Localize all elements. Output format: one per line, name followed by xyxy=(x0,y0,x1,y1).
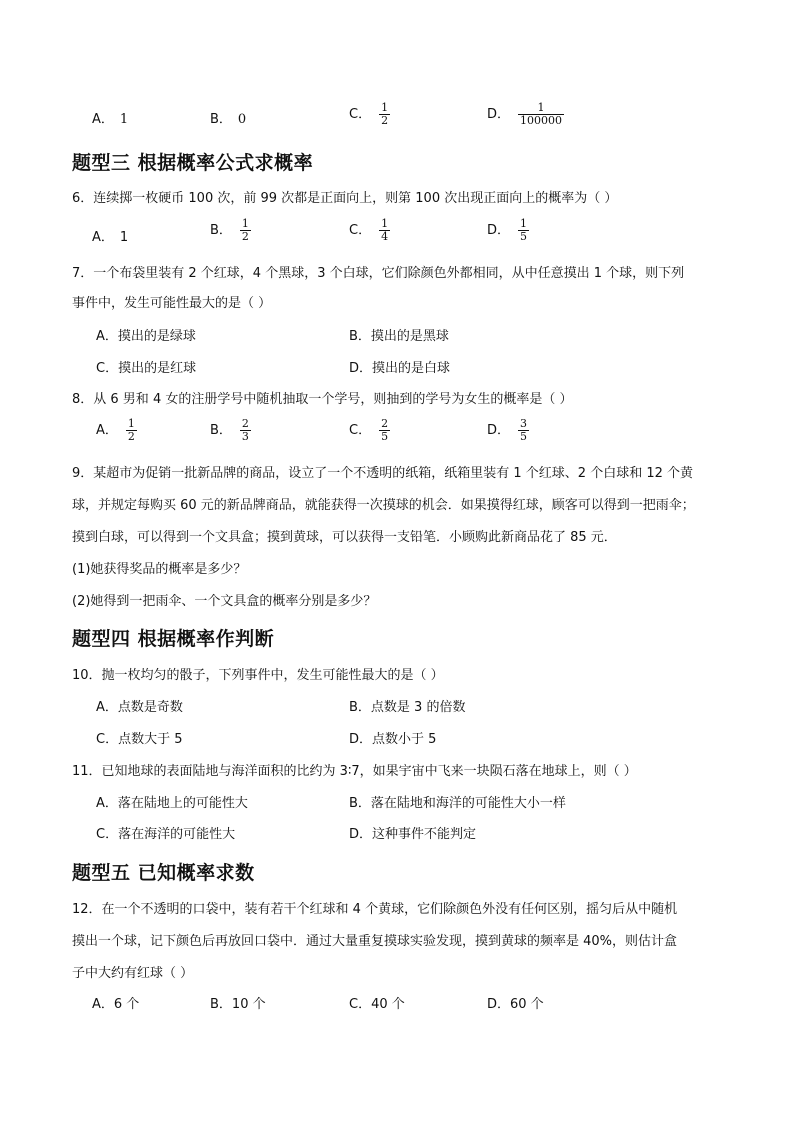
fraction: $\frac{1}{2}$ xyxy=(127,417,135,443)
q10-option-b: B．点数是 3 的倍数 xyxy=(349,700,466,715)
q6-option-b: B． $\frac{1}{2}$ xyxy=(210,217,249,243)
question-9-sub-1: (1)她获得奖品的概率是多少？ xyxy=(72,562,247,577)
question-11: 11．已知地球的表面陆地与海洋面积的比约为 3∶7，如果宇宙中飞来一块陨石落在地球上，则（ ） xyxy=(72,764,637,779)
q7-option-d: D．摸出的是白球 xyxy=(349,361,451,376)
question-8: 8．从 6 男和 4 女的注册学号中随机抽取一个学号，则抽到的学号为女生的概率是（ ） xyxy=(72,392,573,407)
fraction: $\frac{1}{2}$ xyxy=(241,217,249,243)
section-heading-3: 题型三 根据概率公式求概率 xyxy=(72,152,314,174)
question-9-line-3: 摸到白球，可以得到一个文具盒；摸到黄球，可以获得一支铅笔．小顾购此新商品花了 85 元． xyxy=(72,530,617,545)
question-12-line-2: 摸出一个球，记下颜色后再放回口袋中．通过大量重复摸球实验发现，摸到黄球的频率是 40%，则估计盒 xyxy=(72,934,678,949)
question-10: 10．抛一枚均匀的骰子，下列事件中，发生可能性最大的是（ ） xyxy=(72,668,444,683)
top-option-a: A． 1 xyxy=(92,112,129,127)
q8-option-a: A． $\frac{1}{2}$ xyxy=(96,417,135,443)
q10-option-c: C．点数大于 5 xyxy=(96,732,183,747)
q11-option-b: B．落在陆地和海洋的可能性大小一样 xyxy=(349,796,566,811)
section-heading-4: 题型四 根据概率作判断 xyxy=(72,628,275,650)
q11-option-d: D．这种事件不能判定 xyxy=(349,827,477,842)
q12-option-a: A．6 个 xyxy=(92,997,140,1012)
q6-option-a: A． 1 xyxy=(92,230,129,245)
top-option-b: B． 0 xyxy=(210,112,247,127)
question-7-line-2: 事件中，发生可能性最大的是（ ） xyxy=(72,296,272,311)
question-12-line-1: 12．在一个不透明的口袋中，装有若干个红球和 4 个黄球，它们除颜色外没有任何区别，摇匀后从中随机 xyxy=(72,902,678,917)
q6-option-d: D． $\frac{1}{5}$ xyxy=(487,217,528,243)
q12-option-b: B．10 个 xyxy=(210,997,266,1012)
question-9-line-2: 球，并规定每购买 60 元的新品牌商品，就能获得一次摸球的机会．如果摸得红球，顾客可以得到一把雨伞； xyxy=(72,498,695,513)
q8-option-d: D． $\frac{3}{5}$ xyxy=(487,417,528,443)
fraction: $\frac{2}{3}$ xyxy=(241,417,249,443)
question-6: 6．连续掷一枚硬币 100 次，前 99 次都是正面向上，则第 100 次出现正面向上的概率为（ ） xyxy=(72,191,618,206)
fraction: $\frac{3}{5}$ xyxy=(520,417,528,443)
fraction: $\frac{1}{2}$ xyxy=(381,101,389,127)
fraction: $\frac{2}{5}$ xyxy=(381,417,389,443)
q12-option-c: C．40 个 xyxy=(349,997,405,1012)
q8-option-b: B． $\frac{2}{3}$ xyxy=(210,417,249,443)
question-9-line-1: 9．某超市为促销一批新品牌的商品，设立了一个不透明的纸箱，纸箱里装有 1 个红球、2 个白球和 12 个黄 xyxy=(72,466,694,481)
q11-option-c: C．落在海洋的可能性大 xyxy=(96,827,236,842)
q6-option-c: C． $\frac{1}{4}$ xyxy=(349,217,389,243)
fraction: $\frac{1}{5}$ xyxy=(520,217,528,243)
q10-option-d: D．点数小于 5 xyxy=(349,732,437,747)
q7-option-a: A．摸出的是绿球 xyxy=(96,329,196,344)
section-heading-5: 题型五 已知概率求数 xyxy=(72,862,255,884)
fraction: $\frac{1}{100000}$ xyxy=(520,101,563,127)
top-option-c: C． $\frac{1}{2}$ xyxy=(349,101,389,127)
q11-option-a: A．落在陆地上的可能性大 xyxy=(96,796,248,811)
question-7-line-1: 7．一个布袋里装有 2 个红球，4 个黑球，3 个白球，它们除颜色外都相同，从中任意摸出 1 个球，则下列 xyxy=(72,266,685,281)
fraction: $\frac{1}{4}$ xyxy=(381,217,389,243)
question-9-sub-2: (2)她得到一把雨伞、一个文具盒的概率分别是多少？ xyxy=(72,594,377,609)
q12-option-d: D．60 个 xyxy=(487,997,544,1012)
q7-option-b: B．摸出的是黑球 xyxy=(349,329,449,344)
top-option-d: D． $\frac{1}{100000}$ xyxy=(487,101,563,127)
q7-option-c: C．摸出的是红球 xyxy=(96,361,197,376)
q10-option-a: A．点数是奇数 xyxy=(96,700,183,715)
q8-option-c: C． $\frac{2}{5}$ xyxy=(349,417,389,443)
question-12-line-3: 子中大约有红球（ ） xyxy=(72,966,194,981)
